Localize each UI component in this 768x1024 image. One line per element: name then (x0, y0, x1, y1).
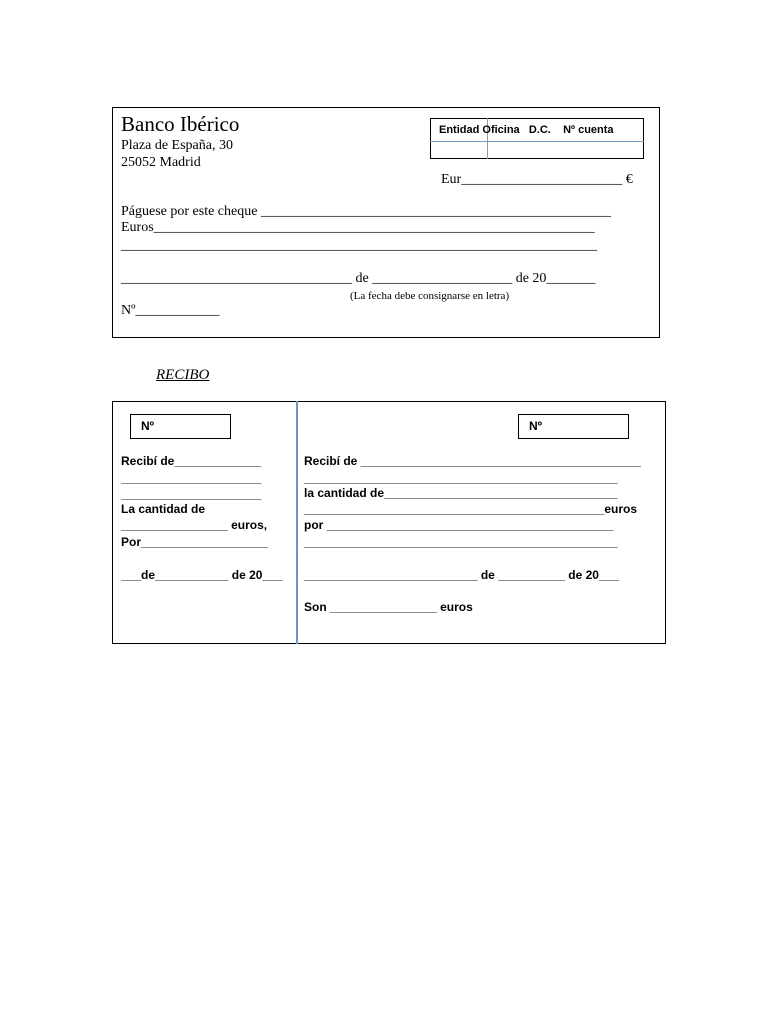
bank-name: Banco Ibérico (121, 112, 240, 136)
amount-words-line: Euros_______________________________________________________________ (121, 220, 595, 235)
receipt-number-box: Nº (518, 414, 629, 439)
receipt-divider (296, 401, 298, 644)
receipt-amount-line: Son ________________ euros (304, 600, 473, 614)
date-note: (La fecha debe consignarse en letra) (350, 290, 510, 302)
receipt-line: la cantidad de___________________________________ (304, 486, 618, 500)
receipt-title: RECIBO (156, 367, 210, 383)
date-line: _________________________________ de ____________________ de 20_______ (121, 271, 596, 286)
receipt-line: _______________________________________________ (304, 535, 618, 549)
receipt-line: _____________________________________________euros (304, 502, 637, 516)
stub-line: Por___________________ (121, 535, 268, 549)
receipt-line: por ___________________________________________ (304, 518, 614, 532)
bank-address-city: 25052 Madrid (121, 155, 201, 170)
receipt-line: Recibí de __________________________________________ (304, 454, 641, 468)
stub-line: ________________ euros, (121, 518, 268, 532)
stub-date-line: ___de___________ de 20___ (121, 568, 283, 582)
amount-eur-field: Eur_______________________ € (441, 172, 633, 187)
stub-number-box: Nº (130, 414, 231, 439)
payee-line: Páguese por este cheque __________________________________________________ (121, 204, 611, 219)
amount-words-continuation: ____________________________________________________________________ (121, 238, 597, 253)
stub-line: _____________________ (121, 487, 262, 501)
stub-line: Recibí de_____________ (121, 454, 262, 468)
stub-line: _____________________ (121, 471, 262, 485)
stub-line: La cantidad de (121, 502, 206, 516)
receipt-date-line: __________________________ de __________ de 20___ (304, 568, 619, 582)
account-box-divider (430, 141, 644, 142)
account-headers: Entidad Oficina D.C. Nº cuenta (439, 124, 614, 136)
bank-address-street: Plaza de España, 30 (121, 138, 233, 153)
receipt-line: _______________________________________________ (304, 471, 618, 485)
cheque-number-line: Nº____________ (121, 303, 220, 318)
